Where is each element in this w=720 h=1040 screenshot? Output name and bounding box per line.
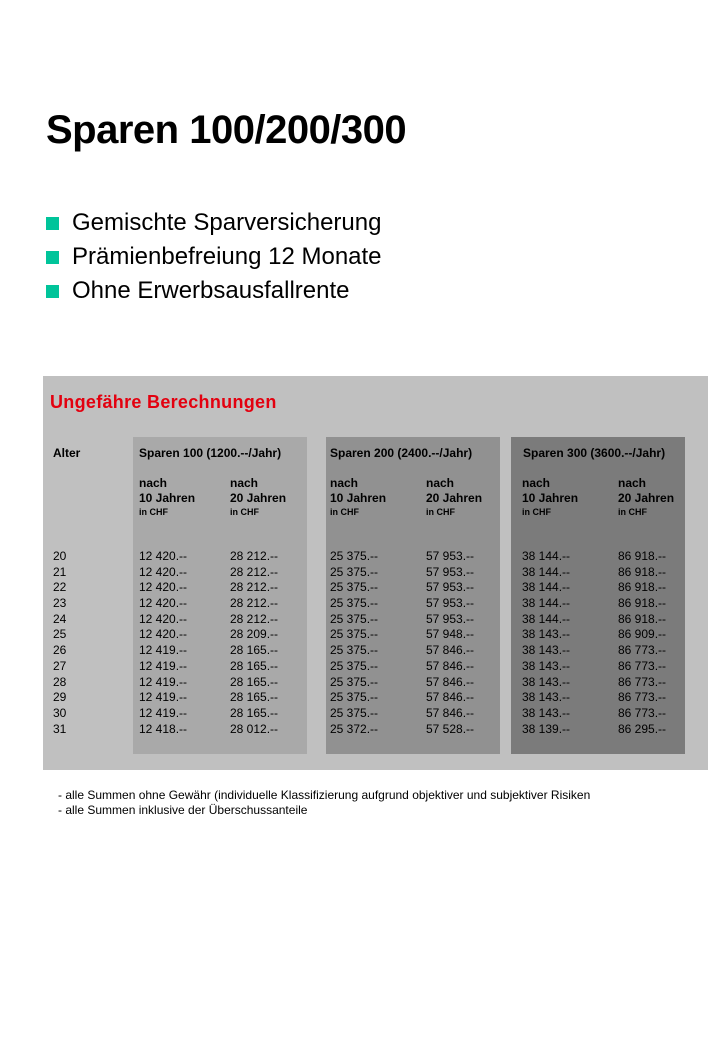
square-bullet-icon bbox=[46, 251, 59, 264]
currency-label: in CHF bbox=[230, 507, 259, 517]
feature-item bbox=[46, 206, 382, 240]
value-cell: 28 212.-- bbox=[230, 549, 279, 563]
value-cell: 25 375.-- bbox=[330, 627, 379, 642]
value-cell: 86 773.-- bbox=[618, 643, 667, 658]
after-10-label: 10 Jahren bbox=[139, 491, 196, 505]
value-cell: 25 375.-- bbox=[330, 596, 379, 611]
age-value: 21 bbox=[53, 564, 67, 579]
value-cell: 86 918.-- bbox=[618, 549, 667, 563]
value-cell: 25 375.-- bbox=[330, 674, 379, 689]
value-cell: 28 165.-- bbox=[230, 690, 279, 705]
value-cell: 86 909.-- bbox=[618, 627, 667, 642]
plan-header: Sparen 200 (2400.--/Jahr) bbox=[330, 446, 473, 460]
value-cell: 38 143.-- bbox=[522, 705, 571, 720]
feature-label: Gemischte Sparversicherung bbox=[72, 209, 382, 236]
value-cell: 57 953.-- bbox=[426, 580, 475, 595]
value-cell: 86 773.-- bbox=[618, 705, 667, 720]
square-bullet-icon bbox=[46, 217, 59, 230]
value-cell: 38 144.-- bbox=[522, 564, 571, 579]
panel-title: Ungefähre Berechnungen bbox=[50, 392, 277, 412]
age-value: 24 bbox=[53, 611, 67, 626]
age-header: Alter bbox=[53, 446, 81, 460]
value-cell: 86 295.-- bbox=[618, 721, 667, 736]
value-cell: 38 143.-- bbox=[522, 690, 571, 705]
value-cell: 86 918.-- bbox=[618, 596, 667, 611]
values-20-years bbox=[618, 549, 666, 737]
value-cell: 12 420.-- bbox=[139, 580, 188, 595]
plan-header: Sparen 100 (1200.--/Jahr) bbox=[139, 446, 282, 460]
disclaimer-line: - alle Summen ohne Gewähr (individuelle Klassifizierung aufgrund objektiver und subjektiver Risiken bbox=[58, 788, 591, 802]
value-cell: 25 375.-- bbox=[330, 564, 379, 579]
value-cell: 12 420.-- bbox=[139, 564, 188, 579]
value-cell: 12 418.-- bbox=[139, 721, 188, 736]
feature-label: Prämienbefreiung 12 Monate bbox=[72, 243, 382, 270]
value-cell: 57 846.-- bbox=[426, 690, 475, 705]
values-10-years bbox=[330, 549, 378, 737]
value-cell: 28 209.-- bbox=[230, 627, 279, 642]
currency-label: in CHF bbox=[522, 507, 551, 517]
value-cell: 28 165.-- bbox=[230, 674, 279, 689]
value-cell: 12 419.-- bbox=[139, 658, 188, 673]
square-bullet-icon bbox=[46, 285, 59, 298]
value-cell: 12 419.-- bbox=[139, 705, 188, 720]
value-cell: 28 165.-- bbox=[230, 705, 279, 720]
after-10-label: 10 Jahren bbox=[330, 491, 387, 505]
value-cell: 86 918.-- bbox=[618, 611, 667, 626]
feature-item bbox=[46, 240, 382, 274]
disclaimer-line: - alle Summen inklusive der Überschussanteile bbox=[58, 803, 308, 817]
currency-label: in CHF bbox=[330, 507, 359, 517]
value-cell: 28 165.-- bbox=[230, 643, 279, 658]
value-cell: 25 372.-- bbox=[330, 721, 379, 736]
after-10-label: 10 Jahren bbox=[522, 491, 579, 505]
after-20-label: 20 Jahren bbox=[230, 491, 287, 505]
page-title: Sparen 100/200/300 bbox=[46, 108, 407, 152]
age-value: 25 bbox=[53, 627, 67, 642]
value-cell: 12 420.-- bbox=[139, 549, 188, 563]
value-cell: 86 918.-- bbox=[618, 564, 667, 579]
value-cell: 12 420.-- bbox=[139, 611, 188, 626]
value-cell: 38 144.-- bbox=[522, 580, 571, 595]
nach-label: nach bbox=[426, 476, 455, 490]
age-value: 23 bbox=[53, 596, 67, 611]
nach-label: nach bbox=[139, 476, 168, 490]
value-cell: 25 375.-- bbox=[330, 643, 379, 658]
value-cell: 57 953.-- bbox=[426, 564, 475, 579]
age-value: 27 bbox=[53, 658, 67, 673]
value-cell: 25 375.-- bbox=[330, 658, 379, 673]
value-cell: 57 953.-- bbox=[426, 611, 475, 626]
value-cell: 38 143.-- bbox=[522, 643, 571, 658]
plan-column-sparen-200 bbox=[326, 437, 500, 754]
nach-label: nach bbox=[230, 476, 259, 490]
values-10-years bbox=[522, 549, 570, 737]
age-column bbox=[53, 549, 66, 737]
value-cell: 38 143.-- bbox=[522, 627, 571, 642]
value-cell: 38 143.-- bbox=[522, 674, 571, 689]
age-value: 31 bbox=[53, 721, 67, 736]
value-cell: 28 165.-- bbox=[230, 658, 279, 673]
calculation-panel bbox=[43, 376, 708, 770]
value-cell: 57 953.-- bbox=[426, 549, 475, 563]
value-cell: 57 846.-- bbox=[426, 658, 475, 673]
currency-label: in CHF bbox=[139, 507, 168, 517]
value-cell: 25 375.-- bbox=[330, 611, 379, 626]
value-cell: 57 948.-- bbox=[426, 627, 475, 642]
value-cell: 86 773.-- bbox=[618, 674, 667, 689]
age-value: 30 bbox=[53, 705, 67, 720]
value-cell: 12 420.-- bbox=[139, 596, 188, 611]
age-value: 22 bbox=[53, 580, 67, 595]
plan-column-sparen-300 bbox=[511, 437, 685, 754]
value-cell: 25 375.-- bbox=[330, 690, 379, 705]
value-cell: 28 212.-- bbox=[230, 580, 279, 595]
value-cell: 25 375.-- bbox=[330, 580, 379, 595]
age-value: 28 bbox=[53, 674, 67, 689]
value-cell: 28 212.-- bbox=[230, 611, 279, 626]
feature-label: Ohne Erwerbsausfallrente bbox=[72, 277, 350, 304]
plan-header: Sparen 300 (3600.--/Jahr) bbox=[523, 446, 666, 460]
age-value: 26 bbox=[53, 643, 67, 658]
value-cell: 57 846.-- bbox=[426, 643, 475, 658]
value-cell: 12 419.-- bbox=[139, 643, 188, 658]
plan-column-sparen-100 bbox=[133, 437, 307, 754]
value-cell: 38 144.-- bbox=[522, 611, 571, 626]
value-cell: 86 773.-- bbox=[618, 658, 667, 673]
currency-label: in CHF bbox=[426, 507, 455, 517]
nach-label: nach bbox=[522, 476, 551, 490]
value-cell: 38 144.-- bbox=[522, 596, 571, 611]
values-20-years bbox=[426, 549, 474, 737]
age-value: 29 bbox=[53, 690, 67, 705]
value-cell: 12 419.-- bbox=[139, 690, 188, 705]
after-20-label: 20 Jahren bbox=[618, 491, 675, 505]
value-cell: 57 846.-- bbox=[426, 674, 475, 689]
after-20-label: 20 Jahren bbox=[426, 491, 483, 505]
value-cell: 38 143.-- bbox=[522, 658, 571, 673]
value-cell: 28 212.-- bbox=[230, 564, 279, 579]
feature-item bbox=[46, 274, 382, 308]
value-cell: 38 144.-- bbox=[522, 549, 571, 563]
values-10-years bbox=[139, 549, 187, 737]
feature-list bbox=[46, 206, 382, 308]
value-cell: 57 846.-- bbox=[426, 705, 475, 720]
nach-label: nach bbox=[618, 476, 647, 490]
currency-label: in CHF bbox=[618, 507, 647, 517]
value-cell: 12 419.-- bbox=[139, 674, 188, 689]
value-cell: 25 375.-- bbox=[330, 549, 379, 563]
value-cell: 28 012.-- bbox=[230, 721, 279, 736]
nach-label: nach bbox=[330, 476, 359, 490]
value-cell: 38 139.-- bbox=[522, 721, 571, 736]
value-cell: 57 953.-- bbox=[426, 596, 475, 611]
value-cell: 25 375.-- bbox=[330, 705, 379, 720]
disclaimer-notes bbox=[58, 788, 590, 818]
value-cell: 86 918.-- bbox=[618, 580, 667, 595]
value-cell: 86 773.-- bbox=[618, 690, 667, 705]
values-20-years bbox=[230, 549, 278, 737]
value-cell: 57 528.-- bbox=[426, 721, 475, 736]
value-cell: 28 212.-- bbox=[230, 596, 279, 611]
value-cell: 12 420.-- bbox=[139, 627, 188, 642]
age-value: 20 bbox=[53, 549, 67, 563]
